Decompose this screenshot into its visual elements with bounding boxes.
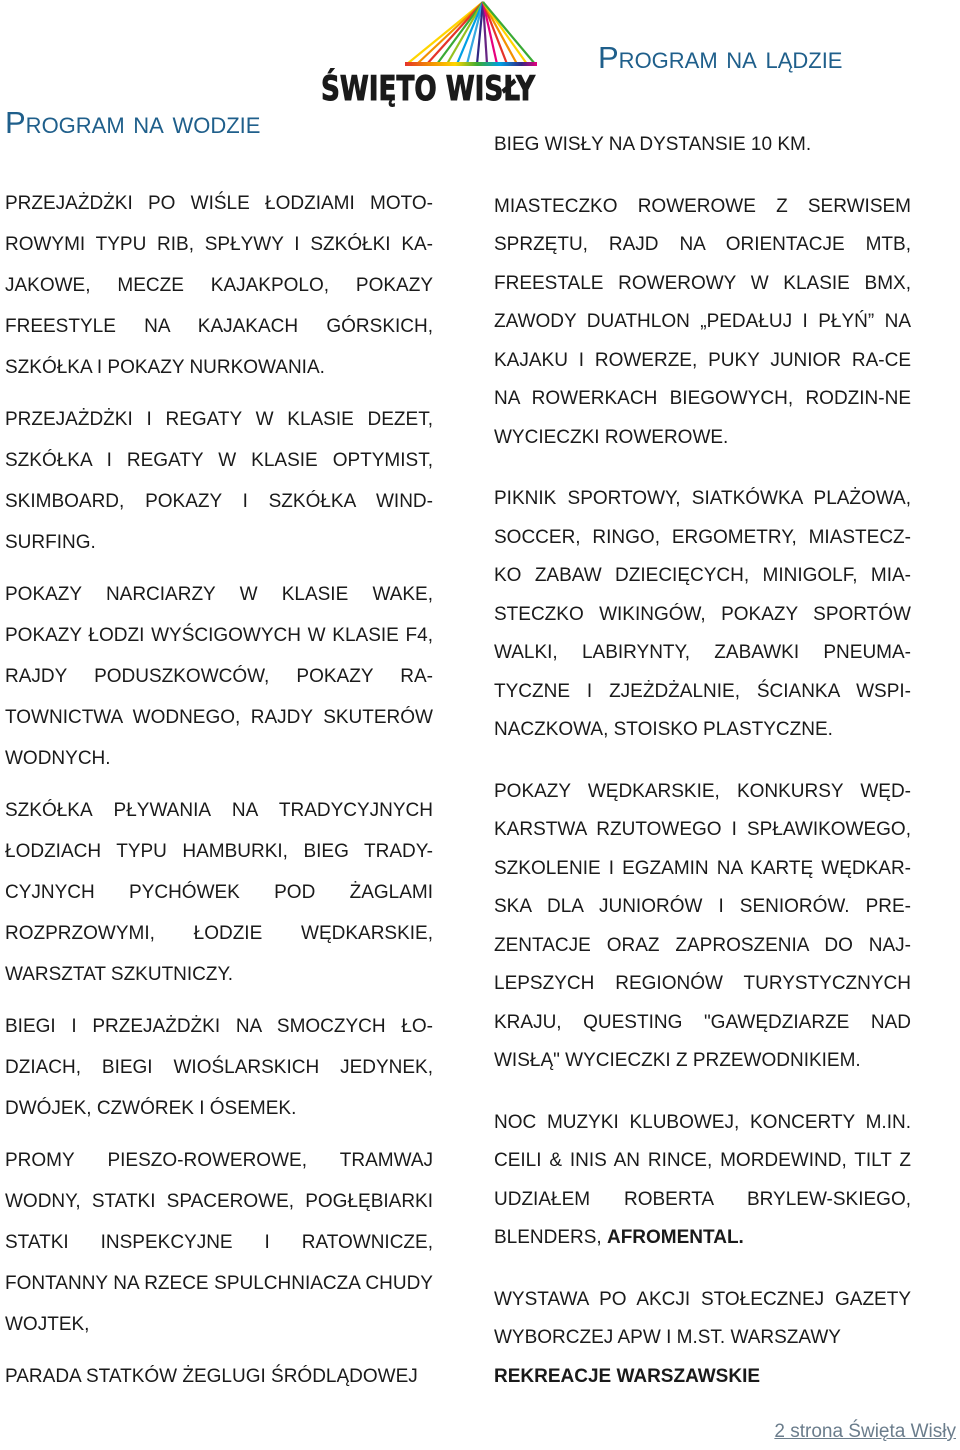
water-paragraph-4: SZKÓŁKA PŁYWANIA NA TRADYCYJNYCH ŁODZIACH TYPU HAMBURKI, BIEG TRADY-CYJNYCH PYCHÓWEK POD ŻAGLAMI ROZPRZOWYMI, ŁODZIE WĘDKARSKIE, WARSZTAT SZKUTNICZY. xyxy=(5,800,433,985)
land-paragraph-2: MIASTECZKO ROWEROWE Z SERWISEM SPRZĘTU, RAJD NA ORIENTACJE MTB, FREESTALE ROWEROWY W KLASIE BMX, ZAWODY DUATHLON „PEDAŁUJ I PŁYŃ” NA KAJAKU I ROWERZE, PUKY JUNIOR RA-CE NA ROWERKACH BIEGOWYCH, RODZIN-NE WYCIECZKI ROWEROWE. xyxy=(494,195,911,448)
afromental-bold: AFROMENTAL. xyxy=(606,1227,744,1248)
water-paragraph-5: BIEGI I PRZEJAŻDŻKI NA SMOCZYCH ŁO-DZIACH, BIEGI WIOŚLARSKICH JEDYNEK, DWÓJEK, CZWÓREK I ÓSEMEK. xyxy=(5,1016,433,1119)
land-paragraph-6-text: WYSTAWA PO AKCJI STOŁECZNEJ GAZETY WYBORCZEJ APW I M.ST. WARSZAWY xyxy=(494,1288,911,1348)
water-paragraph-7: PARADA STATKÓW ŻEGLUGI ŚRÓDLĄDOWEJ xyxy=(5,1366,418,1387)
land-paragraph-5 xyxy=(494,1104,911,1258)
heading-program-land: Program na lądzie xyxy=(598,40,843,75)
water-paragraph-1: PRZEJAŻDŻKI PO WIŚLE ŁODZIAMI MOTO-ROWYMI TYPU RIB, SPŁYWY I SZKÓŁKI KA-JAKOWE, MECZE KAJAKPOLO, POKAZY FREESTYLE NA KAJAKACH GÓRSKICH, SZKÓŁKA I POKAZY NURKOWANIA. xyxy=(5,193,433,378)
land-paragraph-1: BIEG WISŁY NA DYSTANSIE 10 KM. xyxy=(494,134,812,155)
program-land-column xyxy=(494,126,911,1396)
heading-program-water: Program na wodzie xyxy=(5,105,261,140)
land-paragraph-3: PIKNIK SPORTOWY, SIATKÓWKA PLAŻOWA, SOCCER, RINGO, ERGOMETRY, MIASTECZ-KO ZABAW DZIECIĘCYCH, MINIGOLF, MIA-STECZKO WIKINGÓW, POKAZY SPORTÓW WALKI, LABIRYNTY, ZABAWKI PNEUMA-TYCZNE I ZJEŻDŻALNIE, ŚCIANKA WSPI-NACZKOWA, STOISKO PLASTYCZNE. xyxy=(494,488,911,740)
page-footer-link[interactable]: 2 strona Święta Wisły xyxy=(774,1421,956,1442)
land-paragraph-6 xyxy=(494,1281,911,1397)
water-paragraph-2: PRZEJAŻDŻKI I REGATY W KLASIE DEZET, SZKÓŁKA I REGATY W KLASIE OPTYMIST, SKIMBOARD, POKAZY I SZKÓŁKA WIND-SURFING. xyxy=(5,409,433,553)
swieto-wisly-logo xyxy=(315,0,599,112)
land-paragraph-4: POKAZY WĘDKARSKIE, KONKURSY WĘD-KARSTWA RZUTOWEGO I SPŁAWIKOWEGO, SZKOLENIE I EGZAMIN NA KARTĘ WĘDKAR-SKA DLA JUNIORÓW I SENIORÓW. PRE-ZENTACJE ORAZ ZAPROSZENIA DO NAJ-LEPSZYCH REGIONÓW TURYSTYCZNYCH KRAJU, QUESTING "GAWĘDZIARZE NAD WISŁĄ" WYCIECZKI Z PRZEWODNIKIEM. xyxy=(494,780,911,1071)
program-water-column xyxy=(5,183,433,1397)
water-paragraph-6: PROMY PIESZO-ROWEROWE, TRAMWAJ WODNY, STATKI SPACEROWE, POGŁĘBIARKI STATKI INSPEKCYJNE I RATOWNICZE, FONTANNY NA RZECE SPULCHNIACZA CHUDY WOJTEK, xyxy=(5,1150,433,1335)
rekreacje-warszawskie-bold: REKREACJE WARSZAWSKIE xyxy=(494,1365,761,1387)
logo-text: ŚWIĘTO WISŁY xyxy=(321,69,599,109)
water-paragraph-3: POKAZY NARCIARZY W KLASIE WAKE, POKAZY ŁODZI WYŚCIGOWYCH W KLASIE F4, RAJDY PODUSZKOWCÓW, POKAZY RA-TOWNICTWA WODNEGO, RAJDY SKUTERÓW WODNYCH. xyxy=(5,584,433,769)
land-paragraph-5-text: NOC MUZYKI KLUBOWEJ, KONCERTY M.IN. CEILI & INIS AN RINCE, MORDEWIND, TILT Z UDZIAŁEM ROBERTA BRYLEW-SKIEGO, BLENDERS, xyxy=(494,1111,911,1248)
